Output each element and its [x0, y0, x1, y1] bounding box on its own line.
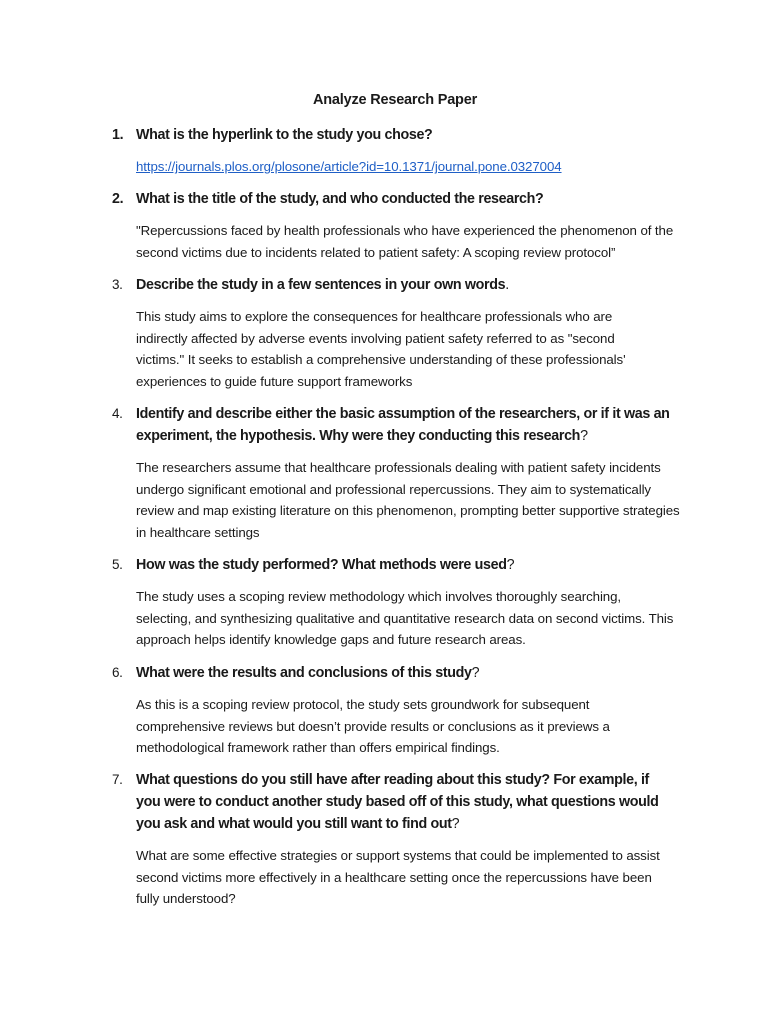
question-text: How was the study performed? What methods were used	[136, 557, 507, 573]
question-2	[112, 188, 672, 210]
question-text: Identify and describe either the basic assumption of the researchers, or if it was an experiment, the hypothesis. Why were they conducting this research	[136, 406, 670, 444]
question-5	[112, 554, 672, 576]
answer-2: "Repercussions faced by health professionals who have experienced the phenomenon of the second victims due to incidents related to patient safety: A scoping review protocol”	[136, 223, 674, 260]
question-7	[112, 769, 672, 835]
question-text: Describe the study in a few sentences in your own words	[136, 277, 506, 293]
question-text: What were the results and conclusions of this study	[136, 665, 472, 681]
question-6	[112, 662, 672, 684]
question-number: 1.	[112, 127, 124, 143]
answer-7: What are some effective strategies or support systems that could be implemented to assist second victims more effectively in a healthcare setting once the repercussions have been fully understood?	[136, 848, 660, 907]
question-number: 4.	[112, 406, 123, 421]
question-number: 3.	[112, 277, 123, 292]
answer-4: The researchers assume that healthcare professionals dealing with patient safety incidents undergo significant emotional and professional repercussions. They aim to systematically review and map existing literature on this phenomenon, prompting better supportive strategies in healthcare settings	[136, 460, 680, 541]
question-trailing-punctuation: ?	[580, 428, 588, 444]
answer-6: As this is a scoping review protocol, the study sets groundwork for subsequent comprehensive reviews but doesn’t provide results or conclusions as it previews a methodological framework rather than offers empirical findings.	[136, 697, 610, 756]
question-number: 5.	[112, 557, 123, 572]
question-trailing-punctuation: ?	[471, 665, 480, 681]
question-number: 2.	[112, 191, 124, 207]
question-number: 7.	[112, 772, 123, 787]
answer-1	[136, 156, 684, 178]
question-3	[112, 274, 672, 296]
question-text: What questions do you still have after reading about this study? For example, if you were to conduct another study based off of this study, what questions would you ask and what would you still want to find out	[136, 772, 659, 832]
question-text: What is the hyperlink to the study you chose?	[136, 127, 433, 143]
question-number: 6.	[112, 665, 123, 680]
question-trailing-punctuation: ?	[506, 557, 515, 573]
question-trailing-punctuation: ?	[451, 816, 460, 832]
answer-5: The study uses a scoping review methodology which involves thoroughly searching, selecting, and synthesizing qualitative and quantitative research data on second victims. This approach helps identify knowledge gaps and future research areas.	[136, 589, 674, 648]
question-1	[112, 124, 672, 146]
study-hyperlink[interactable]: https://journals.plos.org/plosone/article?id=10.1371/journal.pone.0327004	[136, 159, 562, 174]
document-title: Analyze Research Paper	[312, 92, 478, 108]
question-4	[112, 403, 672, 447]
question-trailing-punctuation: .	[505, 277, 509, 293]
question-text: What is the title of the study, and who conducted the research?	[136, 191, 544, 207]
answer-3: This study aims to explore the consequences for healthcare professionals who are indirectly affected by adverse events involving patient safety referred to as "second victims." It seeks to establish a comprehensive understanding of these professionals' experiences to guide future support frameworks	[136, 309, 626, 390]
